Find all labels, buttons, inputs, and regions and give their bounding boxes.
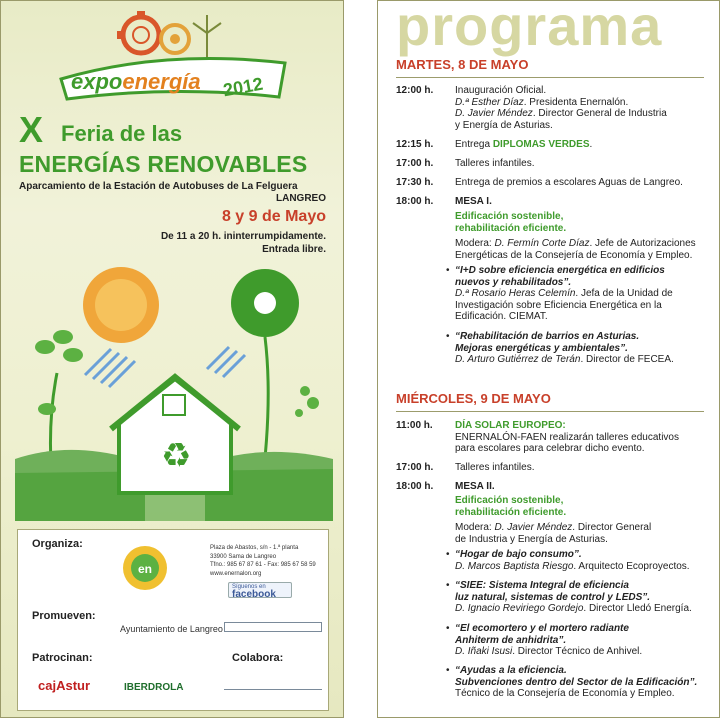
moderator-name: D. Fermín Corte Díaz	[494, 238, 590, 249]
highlight-text: DIPLOMAS VERDES	[492, 139, 590, 150]
time-slot: 18:00 h.	[396, 196, 434, 207]
organiza-label: Organiza:	[32, 538, 83, 550]
talk-item	[455, 549, 717, 572]
speaker-name: D. Ignacio Reviriego Gordejo	[455, 603, 584, 614]
edition-numeral: X	[19, 109, 44, 150]
address-line-4: www.enernalon.org	[210, 570, 262, 577]
svg-text:en: en	[138, 562, 153, 576]
schedule-item: Talleres infantiles.	[455, 158, 535, 169]
hours-line-1: De 11 a 20 h. ininterrumpidamente.	[160, 231, 326, 242]
mesa-subtitle-2: rehabilitación eficiente.	[455, 222, 567, 234]
speaker-name: D. Iñaki Isusi	[455, 646, 513, 657]
moderator-name: D. Javier Méndez	[494, 522, 573, 533]
day-2-heading: MIÉRCOLES, 9 DE MAYO	[396, 391, 551, 406]
speaker-name: D. Javier Méndez	[455, 108, 533, 119]
opening-hours	[1, 230, 326, 256]
mesa-subtitle	[455, 495, 717, 518]
program-title: programa	[396, 0, 663, 57]
colabora-label: Colabora:	[232, 652, 284, 664]
bullet-icon: •	[446, 265, 450, 276]
bullet-icon: •	[446, 331, 450, 342]
schedule-item: Talleres infantiles.	[455, 462, 535, 473]
moderator-role: Energéticas de la Consejería de Economía y Empleo.	[455, 249, 693, 261]
schedule-item: MESA I.	[455, 196, 492, 207]
schedule-item: Entrega de premios a escolares Aguas de Langreo.	[455, 177, 683, 188]
day-1-heading: MARTES, 8 DE MAYO	[396, 57, 529, 72]
time-slot: 17:00 h.	[396, 158, 434, 169]
speaker-name: D.ª Esther Díaz	[455, 96, 524, 108]
moderator-role: de Industria y Energía de Asturias.	[455, 533, 608, 545]
time-slot: 12:00 h.	[396, 85, 434, 96]
patrocinan-label: Patrocinan:	[32, 652, 93, 664]
expoenergia-logo	[53, 9, 293, 101]
highlight-text: DÍA SOLAR EUROPEO:	[455, 420, 566, 431]
address-line-3: Tfno.: 985 67 87 61 - Fax: 985 67 58 59	[210, 562, 316, 568]
talk-title: Anhiterm de anhidrita”.	[455, 634, 567, 646]
facebook-line-2: facebook	[232, 589, 276, 600]
speaker-role: . Presidenta Enernalón.	[523, 96, 629, 108]
item-title: Inauguración Oficial.	[455, 85, 547, 96]
time-slot: 11:00 h.	[396, 420, 433, 431]
talk-item	[455, 580, 717, 615]
address-line-1: Plaza de Abastos, s/n - 1.ª planta	[210, 545, 299, 551]
talk-item	[455, 665, 717, 700]
bullet-icon: •	[446, 549, 450, 560]
speaker-name: D.ª Rosario Heras Celemín	[455, 288, 576, 299]
talk-title: “Rehabilitación de barrios en Asturias.	[455, 331, 640, 342]
venue-line-2: LANGREO	[276, 193, 326, 204]
talk-title: luz natural, sistemas de control y LEDS”.	[455, 591, 651, 603]
talk-item	[455, 623, 717, 658]
cover-panel	[0, 0, 344, 718]
event-dates: 8 y 9 de Mayo	[221, 208, 326, 225]
enernalon-logo	[114, 536, 176, 598]
speaker-role: . Arquitecto Ecoproyectos.	[573, 560, 690, 572]
item-text: para escolares para celebrar dicho evento.	[455, 443, 645, 454]
mesa-subtitle-1: Edificación sostenible,	[455, 211, 564, 222]
divider	[396, 411, 704, 412]
talk-item	[455, 331, 717, 366]
hours-line-2: Entrada libre.	[262, 244, 326, 255]
credits-box	[17, 529, 329, 711]
solar-panel-icon-2	[207, 347, 245, 377]
talk-title: Subvenciones dentro del Sector de la Edificación”.	[455, 676, 698, 688]
speaker-role: y Energía de Asturias.	[455, 119, 553, 131]
moderator-role: . Jefe de Autorizaciones	[589, 238, 696, 249]
gear-icon-2	[161, 25, 189, 53]
mesa-subtitle	[455, 211, 717, 234]
speaker-role: . Director General de Industria	[532, 108, 667, 119]
speaker-name: D. Marcos Baptista Riesgo	[455, 560, 574, 572]
speaker-role: Investigación sobre Eficiencia Energética en la	[455, 299, 662, 311]
facebook-button[interactable]	[228, 582, 292, 598]
promueven-label: Promueven:	[32, 610, 96, 622]
item-text: ENERNALÓN-FAEN realizarán talleres educativos	[455, 431, 679, 443]
renewable-energy-illustration	[15, 263, 333, 521]
speaker-name: D. Arturo Gutiérrez de Terán	[455, 354, 581, 365]
moderator	[455, 238, 717, 261]
time-slot: 12:15 h.	[396, 139, 434, 150]
divider	[396, 77, 704, 78]
item-text: .	[589, 139, 593, 150]
organizer-address	[210, 544, 316, 578]
colabora-logo	[224, 678, 322, 690]
gear-icon	[117, 11, 159, 53]
facebook-line-1: Síguenos en	[232, 584, 266, 590]
item-text: Entrega	[455, 139, 493, 150]
ayuntamiento-logo: Ayuntamiento de Langreo	[120, 624, 223, 634]
talk-title: “Hogar de bajo consumo”.	[455, 549, 582, 560]
speaker-role: Técnico de la Consejería de Economía y Empleo.	[455, 688, 675, 699]
cajastur-logo: cajAstur	[38, 678, 91, 693]
talk-title: “Ayudas a la eficiencia.	[455, 665, 567, 676]
logo-text-1: expo	[71, 69, 123, 94]
schedule-item	[455, 139, 717, 151]
talk-title: nuevos y rehabilitados”.	[455, 276, 572, 288]
schedule-item: MESA II.	[455, 481, 495, 492]
schedule-item	[455, 420, 717, 455]
headline-line-1: Feria de las	[61, 121, 183, 146]
moderator-label: Modera:	[455, 238, 495, 249]
talk-title: “SIEE: Sistema Integral de eficiencia	[455, 580, 629, 591]
moderator-role: . Director General	[572, 522, 652, 533]
logo-year: 2012	[221, 73, 265, 101]
address-line-2: 33900 Sama de Langreo	[210, 553, 277, 560]
time-slot: 17:00 h.	[396, 462, 434, 473]
speaker-role: Edificación. CIEMAT.	[455, 311, 548, 322]
recycle-icon: ♻	[161, 436, 192, 476]
headline-line-2: ENERGÍAS RENOVABLES	[19, 151, 308, 177]
speaker-role: . Director Lledó Energía.	[583, 603, 692, 614]
sun-icon	[83, 267, 159, 343]
speaker-role: . Director Técnico de Anhivel.	[512, 646, 643, 657]
schedule-item	[455, 85, 717, 131]
talk-title: “I+D sobre eficiencia energética en edificios	[455, 265, 665, 276]
talk-title: “El ecomortero y el mortero radiante	[455, 623, 629, 634]
iberdrola-logo: IBERDROLA	[124, 682, 184, 693]
talk-item	[455, 265, 717, 323]
time-slot: 18:00 h.	[396, 481, 434, 492]
program-panel	[377, 0, 720, 718]
bullet-icon: •	[446, 580, 450, 591]
partner-logo	[224, 622, 322, 632]
venue-line-1: Aparcamiento de la Estación de Autobuses de La Felguera	[19, 181, 298, 192]
bullet-icon: •	[446, 665, 450, 676]
bullet-icon: •	[446, 623, 450, 634]
leaf-clover-icon	[295, 386, 319, 417]
svg-text:expoenergía	[71, 69, 201, 94]
time-slot: 17:30 h.	[396, 177, 434, 188]
mesa-subtitle-1: Edificación sostenible,	[455, 495, 564, 506]
speaker-role: . Director de FECEA.	[580, 354, 674, 365]
moderator	[455, 522, 717, 545]
mesa-subtitle-2: rehabilitación eficiente.	[455, 506, 567, 518]
speaker-role: . Jefa de la Unidad de	[575, 288, 673, 299]
moderator-label: Modera:	[455, 522, 495, 533]
talk-title: Mejoras energéticas y ambientales”.	[455, 342, 628, 354]
solar-panel-icon	[85, 349, 135, 387]
logo-text-2: energía	[122, 69, 201, 94]
